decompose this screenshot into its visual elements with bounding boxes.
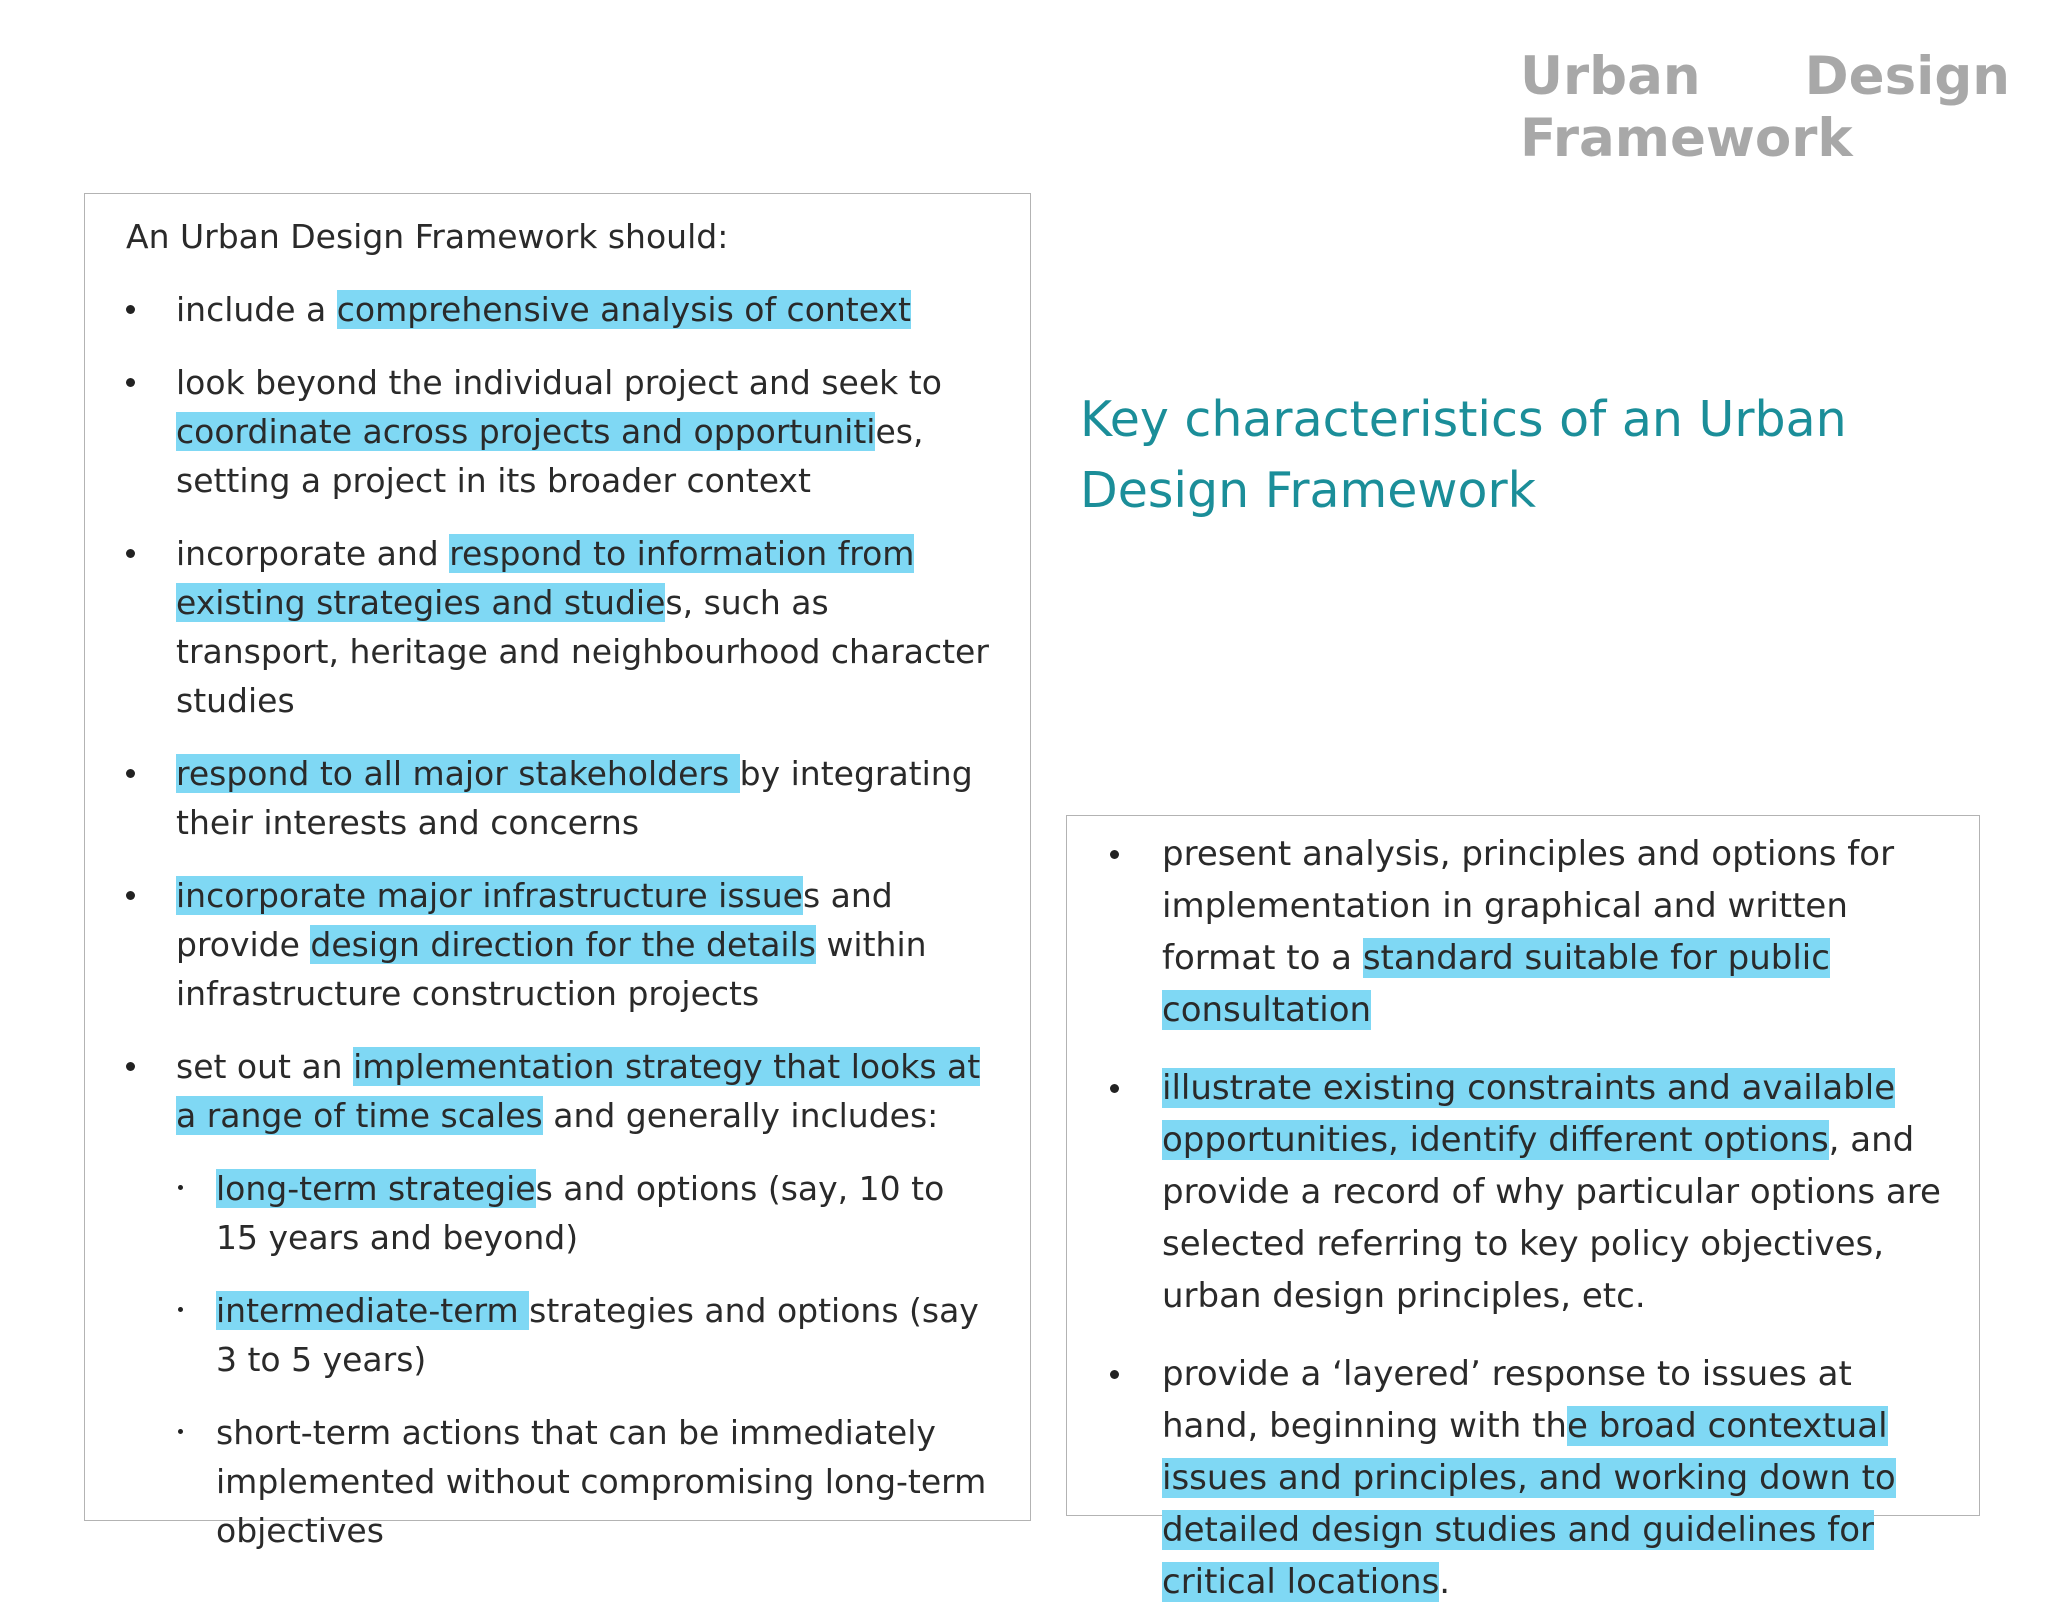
left-panel xyxy=(84,193,1031,1550)
text-run: within infrastructure construction projects xyxy=(176,925,927,1013)
sub-bullet-icon xyxy=(178,1307,183,1312)
highlighted-text: intermediate-term xyxy=(216,1291,530,1330)
text-run: set out an xyxy=(176,1047,354,1086)
highlighted-text: comprehensive analysis of context xyxy=(336,290,911,329)
text-run: present analysis, principles and options for implementation in graphical and written format to a xyxy=(1162,834,1895,978)
text-run: incorporate and xyxy=(176,534,450,573)
text-run: short-term actions that can be immediately implemented without compromising long-term objectives xyxy=(216,1413,987,1550)
bullet-icon xyxy=(1110,1084,1119,1093)
text-run: s, such as transport, heritage and neighbourhood character studies xyxy=(176,583,989,720)
left-bullet-list xyxy=(126,285,990,1555)
text-run: and generally includes: xyxy=(542,1096,939,1135)
highlighted-text: e broad contextual issues and principles, and working down to detailed design studies and guidelines for critical locations xyxy=(1162,1406,1896,1602)
text-run: s and options (say, 10 to 15 years and beyond) xyxy=(216,1169,945,1257)
bullet-icon xyxy=(1110,1370,1119,1379)
bullet-icon xyxy=(1110,850,1119,859)
text-run: include a xyxy=(176,290,337,329)
list-item xyxy=(126,749,990,847)
sub-list-item xyxy=(176,1164,990,1262)
bullet-icon xyxy=(126,549,135,558)
bullet-icon xyxy=(126,1062,135,1071)
sub-list-item xyxy=(176,1286,990,1384)
text-run: strategies and options (say 3 to 5 years) xyxy=(216,1291,979,1379)
intro-text: An Urban Design Framework should: xyxy=(126,217,729,256)
highlighted-text: respond to information from existing strategies and studie xyxy=(176,534,915,622)
highlighted-text: implementation strategy that looks at a range of time scales xyxy=(176,1047,981,1135)
list-item xyxy=(126,358,990,505)
highlighted-text: standard suitable for public consultation xyxy=(1162,938,1830,1030)
highlighted-text: respond to all major stakeholders xyxy=(176,754,740,793)
sub-list-item xyxy=(176,1408,990,1555)
slide-subtitle: Key characteristics of an Urban Design Framework xyxy=(1080,391,1847,519)
highlighted-text: long-term strategie xyxy=(216,1169,536,1208)
sub-bullet-list xyxy=(176,1164,990,1555)
text-run: es, setting a project in its broader context xyxy=(176,412,924,500)
sub-bullet-icon xyxy=(178,1185,183,1190)
bullet-icon xyxy=(126,305,135,314)
text-run: by integrating their interests and concerns xyxy=(176,754,973,842)
list-item xyxy=(1104,1348,1949,1608)
text-run: , and provide a record of why particular options are selected referring to key policy objectives, urban design principles, etc. xyxy=(1162,1120,1941,1316)
highlighted-text: incorporate major infrastructure issue xyxy=(176,876,803,915)
sub-bullet-icon xyxy=(178,1429,183,1434)
highlighted-text: illustrate existing constraints and available opportunities, identify different options xyxy=(1162,1068,1896,1160)
text-run: look beyond the individual project and seek to xyxy=(176,363,942,402)
bullet-icon xyxy=(126,891,135,900)
text-run: provide a ‘layered’ response to issues at hand, beginning with th xyxy=(1162,1354,1852,1446)
list-item xyxy=(126,1042,990,1555)
list-item xyxy=(126,871,990,1018)
list-item xyxy=(1104,1062,1949,1322)
text-run: s and provide xyxy=(176,876,893,964)
bullet-icon xyxy=(126,378,135,387)
right-panel xyxy=(1066,815,1980,1602)
bullet-icon xyxy=(126,769,135,778)
list-item xyxy=(126,285,990,334)
text-run: . xyxy=(1439,1562,1451,1602)
highlighted-text: design direction for the details xyxy=(310,925,816,964)
right-bullet-list xyxy=(1104,828,1949,1608)
highlighted-text: coordinate across projects and opportuniti xyxy=(176,412,876,451)
list-item xyxy=(1104,828,1949,1036)
list-item xyxy=(126,529,990,725)
page-heading: Urban Design Framework xyxy=(1520,46,2010,169)
